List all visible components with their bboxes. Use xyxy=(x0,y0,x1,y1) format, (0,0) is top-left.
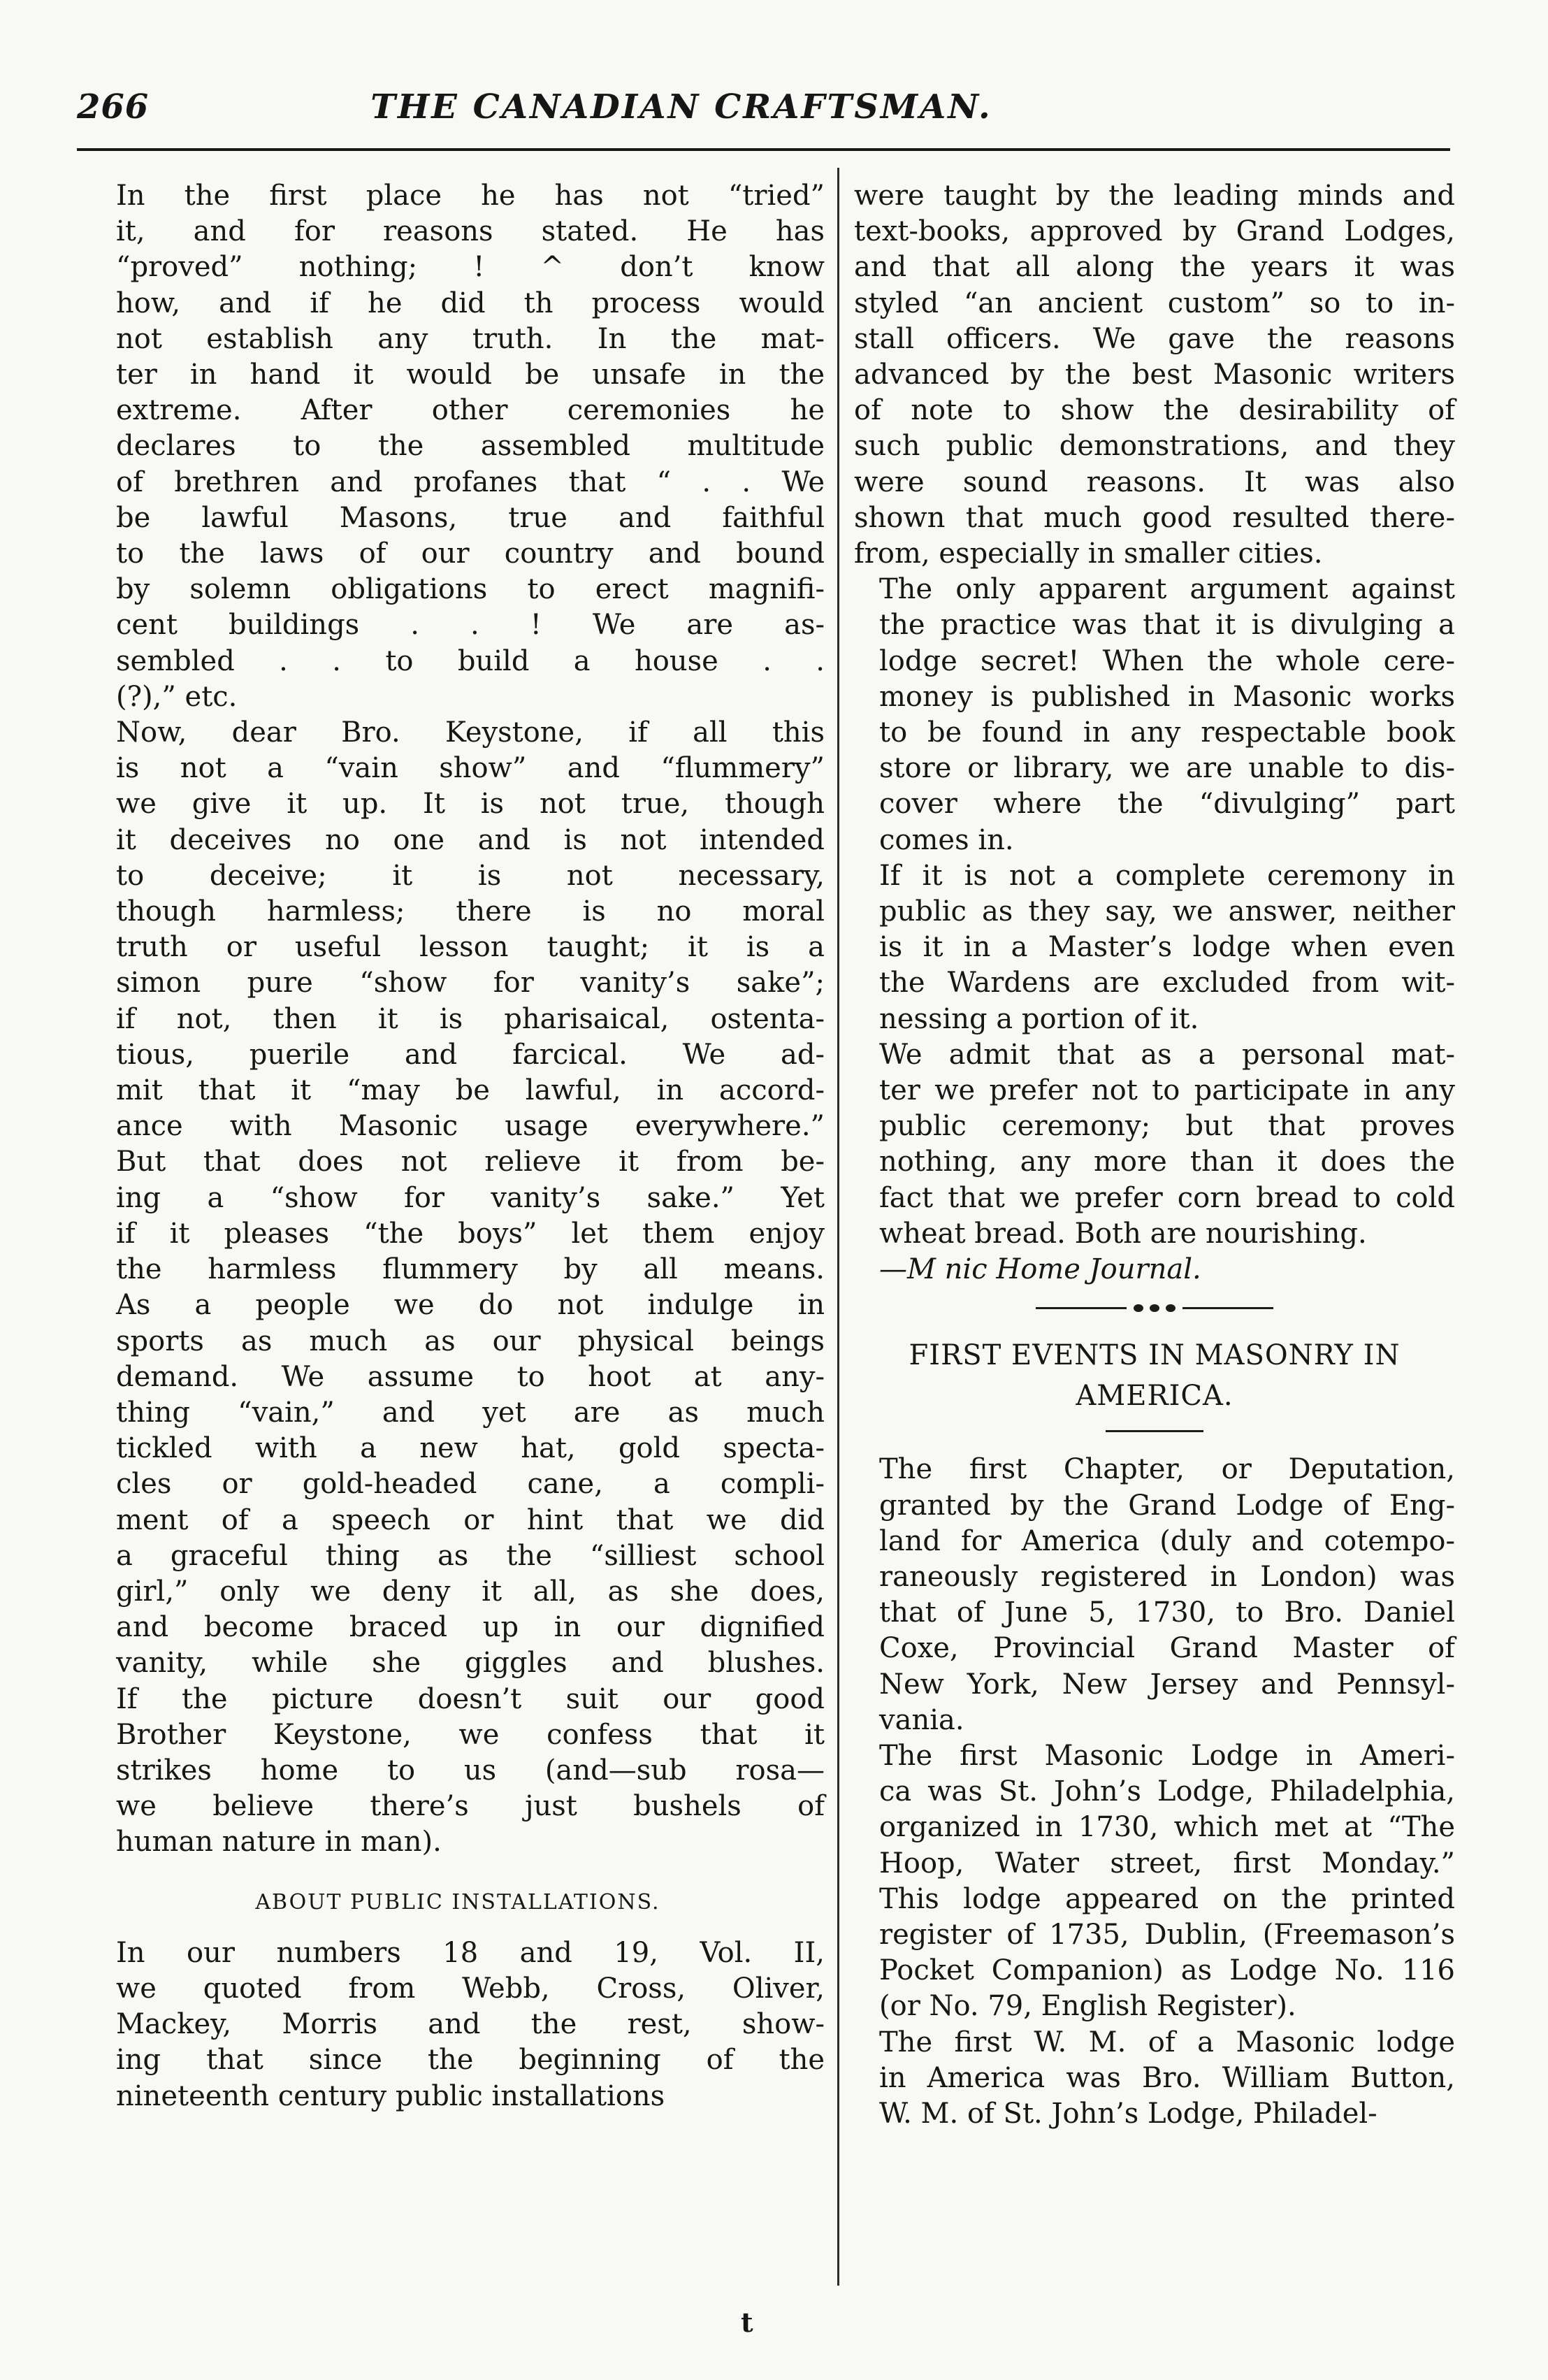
right-paragraph xyxy=(854,858,1455,1037)
text-line: nessing a portion of it. xyxy=(879,1002,1199,1035)
text-line: though harmless; there is no moral xyxy=(116,895,825,928)
text-line: In the first place he has not “tried” xyxy=(116,180,825,212)
text-line: If the picture doesn’t suit our good xyxy=(116,1682,825,1715)
left-column xyxy=(91,178,825,2114)
text-line: money is published in Masonic works xyxy=(879,680,1455,713)
text-line: text-books, approved by Grand Lodges, xyxy=(854,215,1455,248)
text-line: raneously registered in London) was xyxy=(879,1560,1455,1593)
text-line: ing a “show for vanity’s sake.” Yet xyxy=(116,1181,825,1214)
text-line: Coxe, Provincial Grand Master of xyxy=(879,1632,1455,1665)
section-heading-line: AMERICA. xyxy=(1076,1380,1234,1413)
text-line: simon pure “show for vanity’s sake”; xyxy=(116,967,825,1000)
ornament-line-right xyxy=(1182,1307,1273,1309)
text-line: the harmless flummery by all means. xyxy=(116,1253,825,1286)
column-divider xyxy=(837,168,839,2286)
text-line: In our numbers 18 and 19, Vol. II, xyxy=(116,1936,825,1969)
attribution xyxy=(854,1252,1455,1288)
text-line: (or No. 79, English Register). xyxy=(879,1990,1296,2023)
text-line: W. M. of St. John’s Lodge, Philadel- xyxy=(879,2097,1377,2130)
left-paragraph xyxy=(91,1935,825,2114)
text-line: granted by the Grand Lodge of Eng- xyxy=(879,1489,1455,1522)
text-line: not establish any truth. In the mat- xyxy=(116,322,825,355)
text-line: shown that much good resulted there- xyxy=(854,501,1455,534)
text-line: This lodge appeared on the printed xyxy=(879,1882,1455,1915)
ornament-dot xyxy=(1134,1304,1143,1312)
text-line: such public demonstrations, and they xyxy=(854,430,1455,463)
text-line: ance with Masonic usage everywhere.” xyxy=(116,1110,825,1143)
text-line: sports as much as our physical beings xyxy=(116,1325,825,1357)
section-heading-first-events xyxy=(854,1335,1455,1416)
text-line: to be found in any respectable book xyxy=(879,716,1455,749)
text-line: and that all along the years it was xyxy=(854,251,1455,284)
text-line: we give it up. It is not true, though xyxy=(116,788,825,821)
text-line: fact that we prefer corn bread to cold xyxy=(879,1181,1455,1214)
text-line: we believe there’s just bushels of xyxy=(116,1790,825,1823)
text-line: New York, New Jersey and Pennsyl- xyxy=(879,1668,1455,1701)
text-line: The first Chapter, or Deputation, xyxy=(879,1453,1455,1486)
text-line: ter in hand it would be unsafe in the xyxy=(116,359,825,391)
text-line: wheat bread. Both are nourishing. xyxy=(879,1217,1367,1250)
text-line: Mackey, Morris and the rest, show- xyxy=(116,2008,825,2041)
text-line: and become braced up in our dignified xyxy=(116,1611,825,1644)
text-line: But that does not relieve it from be- xyxy=(116,1146,825,1178)
attribution-text: —M nic Home Journal. xyxy=(879,1253,1201,1286)
text-line: nineteenth century public installations xyxy=(116,2079,665,2112)
text-line: the Wardens are excluded from wit- xyxy=(879,967,1455,1000)
text-line: vania. xyxy=(879,1703,964,1736)
text-line: be lawful Masons, true and faithful xyxy=(116,501,825,534)
right-paragraph xyxy=(854,572,1455,858)
text-line: sembled . . to build a house . . xyxy=(116,644,825,677)
section-heading-public-installations: ABOUT PUBLIC INSTALLATIONS. xyxy=(255,1889,660,1914)
text-line: to the laws of our country and bound xyxy=(116,538,825,570)
text-line: ter we prefer not to participate in any xyxy=(879,1074,1455,1107)
text-line: it, and for reasons stated. He has xyxy=(116,215,825,248)
text-line: cover where the “divulging” part xyxy=(879,788,1455,821)
text-line: Brother Keystone, we confess that it xyxy=(116,1718,825,1751)
page-number: 266 xyxy=(77,87,150,127)
text-line: The only apparent argument against xyxy=(879,573,1455,606)
text-line: it deceives no one and is not intended xyxy=(116,823,825,856)
text-line: from, especially in smaller cities. xyxy=(854,538,1323,570)
ornament-line-left xyxy=(1036,1307,1127,1309)
text-line: we quoted from Webb, Cross, Oliver, xyxy=(116,1972,825,2005)
footer-mark: t xyxy=(741,2307,753,2338)
left-paragraph xyxy=(91,178,825,715)
text-line: a graceful thing as the “silliest school xyxy=(116,1539,825,1572)
text-line: to deceive; it is not necessary, xyxy=(116,859,825,892)
text-line: styled “an ancient custom” so to in- xyxy=(854,287,1455,319)
text-line: tious, puerile and farcical. We ad- xyxy=(116,1038,825,1071)
text-line: Now, dear Bro. Keystone, if all this xyxy=(116,716,825,749)
left-paragraph xyxy=(91,715,825,1861)
text-line: public ceremony; but that proves xyxy=(879,1110,1455,1143)
text-line: that of June 5, 1730, to Bro. Daniel xyxy=(879,1596,1455,1629)
right-paragraph xyxy=(854,1738,1455,2025)
text-line: As a people we do not indulge in xyxy=(116,1289,825,1322)
right-paragraph xyxy=(854,2025,1455,2133)
text-line: The first Masonic Lodge in Ameri- xyxy=(879,1739,1455,1772)
text-line: mit that it “may be lawful, in accord- xyxy=(116,1074,825,1107)
right-paragraph xyxy=(854,1452,1455,1738)
text-line: of brethren and profanes that “ . . We xyxy=(116,466,825,498)
text-line: if not, then it is pharisaical, ostenta- xyxy=(116,1002,825,1035)
text-line: human nature in man). xyxy=(116,1826,442,1859)
text-line: public as they say, we answer, neither xyxy=(879,895,1455,928)
text-line: demand. We assume to hoot at any- xyxy=(116,1360,825,1393)
text-line: cent buildings . . ! We are as- xyxy=(116,609,825,642)
text-line: by solemn obligations to erect magnifi- xyxy=(116,573,825,606)
text-line: how, and if he did th process would xyxy=(116,287,825,319)
ornament-rule xyxy=(1036,1299,1273,1317)
text-line: truth or useful lesson taught; it is a xyxy=(116,931,825,964)
text-line: We admit that as a personal mat- xyxy=(879,1038,1455,1071)
text-line: ing that since the beginning of the xyxy=(116,2044,825,2077)
right-paragraph xyxy=(854,1037,1455,1252)
text-line: in America was Bro. William Button, xyxy=(879,2061,1455,2094)
right-paragraph xyxy=(854,178,1455,572)
text-line: land for America (duly and cotempo- xyxy=(879,1524,1455,1557)
text-line: thing “vain,” and yet are as much xyxy=(116,1396,825,1429)
text-line: cles or gold-headed cane, a compli- xyxy=(116,1468,825,1501)
text-line: were sound reasons. It was also xyxy=(854,466,1455,498)
text-line: is it in a Master’s lodge when even xyxy=(879,931,1455,964)
text-line: vanity, while she giggles and blushes. xyxy=(116,1647,825,1680)
text-line: declares to the assembled multitude xyxy=(116,430,825,463)
text-line: store or library, we are unable to dis- xyxy=(879,752,1455,785)
text-line: lodge secret! When the whole cere- xyxy=(879,644,1455,677)
text-line: tickled with a new hat, gold specta- xyxy=(116,1432,825,1465)
text-line: ca was St. John’s Lodge, Philadelphia, xyxy=(879,1775,1455,1808)
text-line: if it pleases “the boys” let them enjoy xyxy=(116,1217,825,1250)
running-title: THE CANADIAN CRAFTSMAN. xyxy=(370,87,992,127)
text-line: advanced by the best Masonic writers xyxy=(854,359,1455,391)
text-line: were taught by the leading minds and xyxy=(854,180,1455,212)
text-line: register of 1735, Dublin, (Freemason’s xyxy=(879,1918,1455,1951)
text-line: If it is not a complete ceremony in xyxy=(879,859,1455,892)
short-rule xyxy=(1106,1430,1203,1432)
text-line: of note to show the desirability of xyxy=(854,394,1455,427)
text-line: Pocket Companion) as Lodge No. 116 xyxy=(879,1954,1455,1987)
text-line: ment of a speech or hint that we did xyxy=(116,1503,825,1536)
text-line: extreme. After other ceremonies he xyxy=(116,394,825,427)
text-line: is not a “vain show” and “flummery” xyxy=(116,752,825,785)
text-line: strikes home to us (and—sub rosa— xyxy=(116,1754,825,1787)
text-line: “proved” nothing; ! ^ don’t know xyxy=(116,251,825,284)
text-line: the practice was that it is divulging a xyxy=(879,609,1455,642)
ornament-dot xyxy=(1166,1304,1176,1312)
text-line: stall officers. We gave the reasons xyxy=(854,322,1455,355)
right-column xyxy=(854,178,1455,2132)
section-heading-line: FIRST EVENTS IN MASONRY IN xyxy=(909,1339,1401,1372)
text-line: organized in 1730, which met at “The xyxy=(879,1811,1455,1844)
text-line: nothing, any more than it does the xyxy=(879,1146,1455,1178)
text-line: (?),” etc. xyxy=(116,680,238,713)
text-line: comes in. xyxy=(879,823,1014,856)
text-line: girl,” only we deny it all, as she does, xyxy=(116,1575,825,1608)
ornament-dot xyxy=(1150,1304,1159,1312)
text-line: The first W. M. of a Masonic lodge xyxy=(879,2026,1455,2058)
header-rule xyxy=(77,148,1450,151)
text-line: Hoop, Water street, first Monday.” xyxy=(879,1847,1455,1880)
page-header xyxy=(77,87,1286,136)
